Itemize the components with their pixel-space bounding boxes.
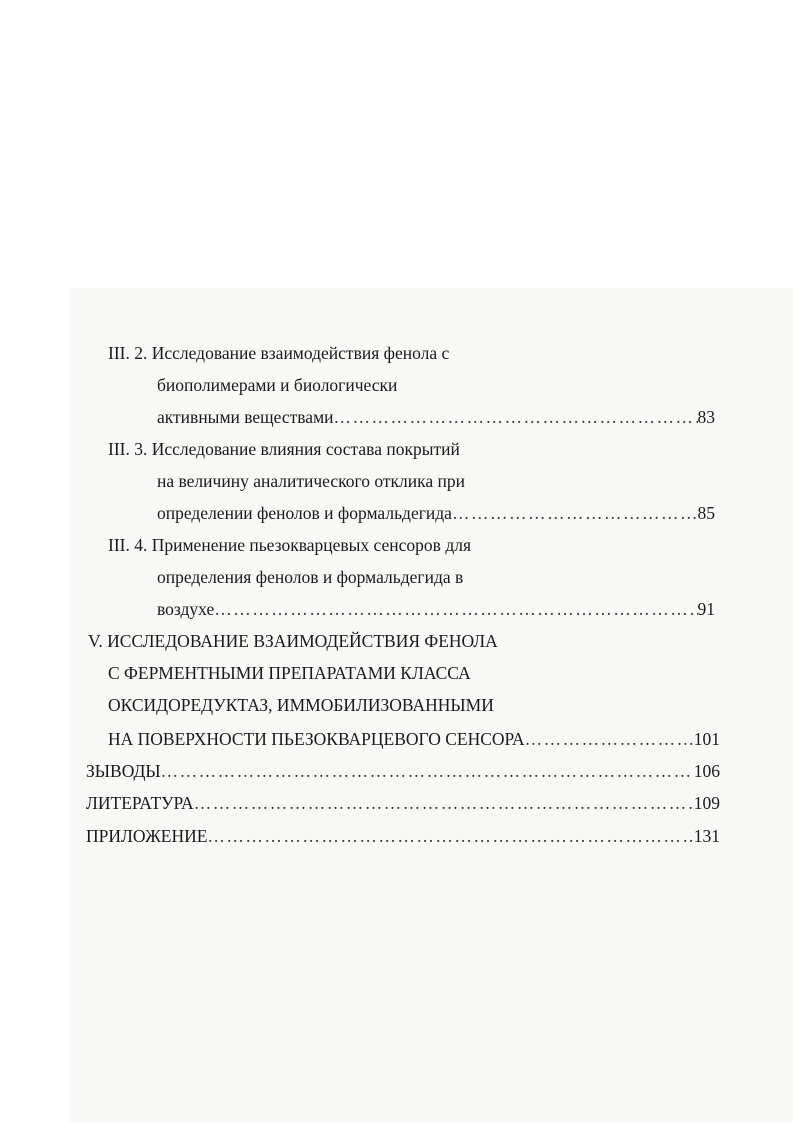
leader-dots (194, 793, 694, 813)
toc-entry-text: определении фенолов и формальдегида (157, 503, 452, 523)
toc-entry-3-2-line-3[interactable] (157, 407, 715, 427)
leader-dots (452, 503, 698, 523)
toc-chapter-4-line-1: V. ИССЛЕДОВАНИЕ ВЗАИМОДЕЙСТВИЯ ФЕНОЛА (88, 631, 498, 651)
toc-entry-text: активными веществами (157, 407, 334, 427)
page-edge (0, 288, 70, 1122)
toc-entry-text: ПРИЛОЖЕНИЕ (86, 826, 208, 846)
toc-entry-3-4-line-2: определения фенолов и формальдегида в (157, 567, 464, 587)
page-number: 131 (693, 826, 720, 846)
page-number: 91 (697, 599, 715, 619)
toc-chapter-4-line-2: С ФЕРМЕНТНЫМИ ПРЕПАРАТАМИ КЛАССА (108, 663, 471, 683)
leader-dots (214, 599, 697, 619)
leader-dots (161, 761, 694, 781)
toc-entry-3-2-line-1: III. 2. Исследование взаимодействия фенола с (108, 343, 450, 363)
page-number: 85 (697, 503, 715, 523)
toc-entry-3-4-line-1: III. 4. Применение пьезокварцевых сенсоров для (108, 535, 472, 555)
leader-dots (207, 826, 693, 846)
toc-entry-text: ЗЫВОДЫ (86, 761, 161, 781)
toc-entry-text: воздухе (157, 599, 215, 619)
leader-dots (334, 407, 698, 427)
toc-chapter-4-line-3: ОКСИДОРЕДУКТАЗ, ИММОБИЛИЗОВАННЫМИ (108, 695, 494, 715)
page-number: 106 (693, 761, 720, 781)
page-number: 83 (697, 407, 715, 427)
toc-entry-text: ЛИТЕРАТУРА (86, 793, 194, 813)
toc-entry-appendix[interactable] (86, 826, 720, 846)
toc-entry-literature[interactable] (86, 793, 720, 813)
leader-dots (525, 729, 694, 749)
toc-entry-text: НА ПОВЕРХНОСТИ ПЬЕЗОКВАРЦЕВОГО СЕНСОРА (108, 729, 525, 749)
toc-chapter-4-line-4[interactable] (108, 729, 720, 749)
page-number: 101 (693, 729, 720, 749)
toc-entry-3-2-line-2: биополимерами и биологически (157, 375, 398, 395)
toc-entry-3-3-line-2: на величину аналитического отклика при (157, 471, 465, 491)
toc-entry-conclusions[interactable] (86, 761, 720, 781)
page-number: 109 (693, 793, 720, 813)
toc-entry-3-3-line-3[interactable] (157, 503, 715, 523)
toc-entry-3-4-line-3[interactable] (157, 599, 715, 619)
toc-entry-3-3-line-1: III. 3. Исследование влияния состава покрытий (108, 439, 460, 459)
